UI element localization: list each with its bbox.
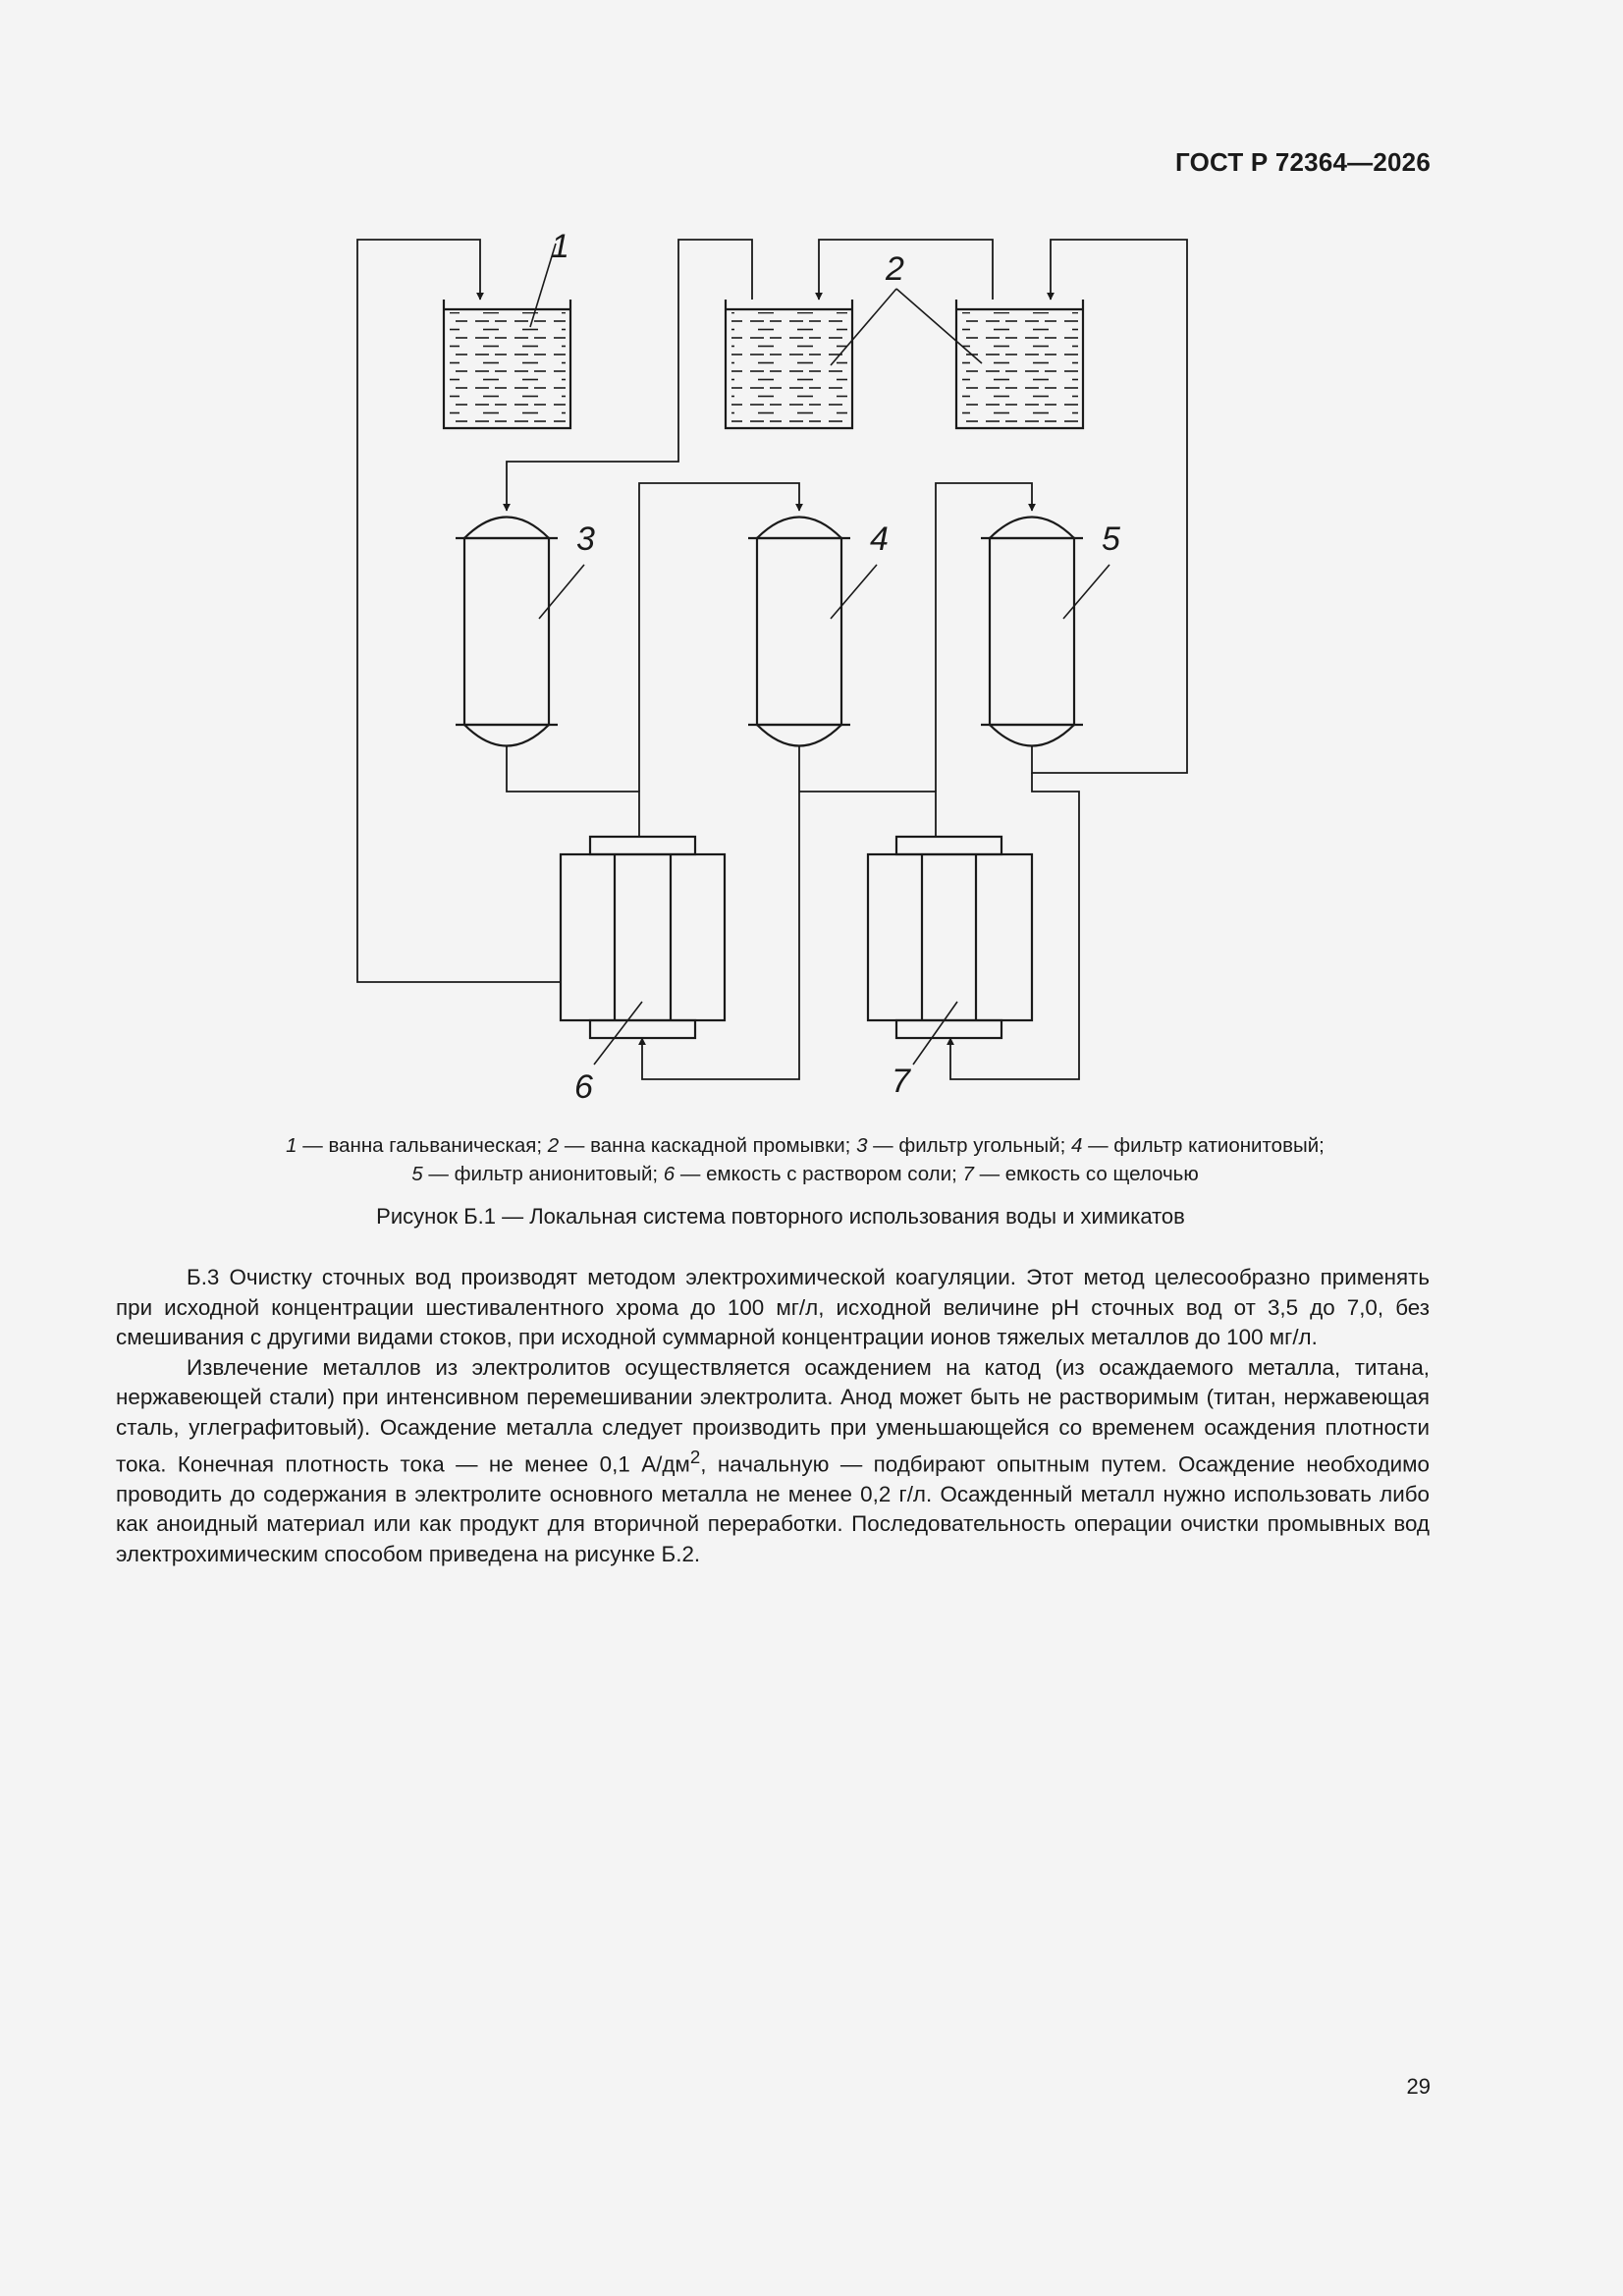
bath-galvanic <box>444 300 570 428</box>
legend-text: — ванна каскадной промывки; <box>559 1134 857 1157</box>
superscript: 2 <box>689 1447 701 1467</box>
paragraph-part: , начальную — подбирают опытным путем. Осаждение необходимо проводить до содержания в электролите основного металла не менее 0,2 г/л. Осажденный металл нужно использовать либо как аноидный материал или как продукт для вторичной переработки. Последовательность операции очистки промывных вод электрохимическим способом приведена на рисунке Б.2. <box>116 1451 1431 1566</box>
vessel-salt-solution <box>561 837 725 1038</box>
vessel-alkali <box>868 837 1032 1038</box>
legend-text: — фильтр анионитовый; <box>422 1163 664 1185</box>
legend-text: — фильтр катионитовый; <box>1082 1134 1325 1157</box>
legend-num: 3 <box>856 1134 868 1157</box>
standard-id: ГОСТ Р 72364—2026 <box>1175 147 1431 177</box>
paragraph-b3: Б.3 Очистку сточных вод производят методом электрохимической коагуляции. Этот метод целесообразно применять при исходной концентрации шестивалентного хрома до 100 мг/л, исходной величине pH сточных вод от 3,5 до 7,0, без смешивания с другими видами стоков, при исходной суммарной концентрации ионов тяжелых металлов до 100 мг/л. <box>116 1265 1430 1349</box>
figure-legend <box>118 1131 1492 1188</box>
bath-cascade-rinse-a <box>726 300 852 428</box>
filter-carbon <box>456 518 558 746</box>
legend-num: 6 <box>663 1163 676 1185</box>
body-text <box>116 1263 1430 1569</box>
label-7: 7 <box>892 1063 910 1100</box>
legend-num: 4 <box>1070 1134 1083 1157</box>
legend-text: — фильтр угольный; <box>867 1134 1071 1157</box>
legend-num: 1 <box>286 1134 298 1157</box>
filter-anion <box>981 518 1083 746</box>
paragraph-part: Извлечение металлов из электролитов осуществляется осаждением на катод (из осаждаемого металла, титана, нержавеющей стали) при интенсивном перемешивании электролита. Анод может быть не растворимым (титан, нержавеющая сталь, углеграфитовый). Осаждение металла следует производить при уменьшающейся со временем осаждения плотности тока. Конечная плотность тока — не менее 0,1 А/дм <box>116 1354 1430 1477</box>
label-2: 2 <box>886 250 904 288</box>
legend-text: — емкость с раствором соли; <box>675 1163 963 1185</box>
legend-line-2 <box>118 1160 1492 1188</box>
label-5: 5 <box>1102 520 1120 558</box>
legend-num: 2 <box>547 1134 560 1157</box>
label-1: 1 <box>551 228 569 265</box>
legend-num: 7 <box>962 1163 974 1185</box>
page-number: 29 <box>1406 2074 1431 2099</box>
label-6: 6 <box>574 1068 593 1100</box>
legend-text: — ванна гальваническая; <box>297 1134 548 1157</box>
label-3: 3 <box>576 520 595 558</box>
legend-line-1 <box>118 1131 1492 1160</box>
bath-cascade-rinse-b <box>956 300 1083 428</box>
process-diagram <box>0 0 1623 1100</box>
label-4: 4 <box>870 520 889 558</box>
legend-text: — емкость со щелочью <box>973 1163 1199 1185</box>
figure-caption: Рисунок Б.1 — Локальная система повторного использования воды и химикатов <box>376 1204 1185 1229</box>
paragraph-metal-extraction <box>116 1353 1430 1570</box>
legend-num: 5 <box>411 1163 423 1185</box>
filter-cation <box>748 518 850 746</box>
